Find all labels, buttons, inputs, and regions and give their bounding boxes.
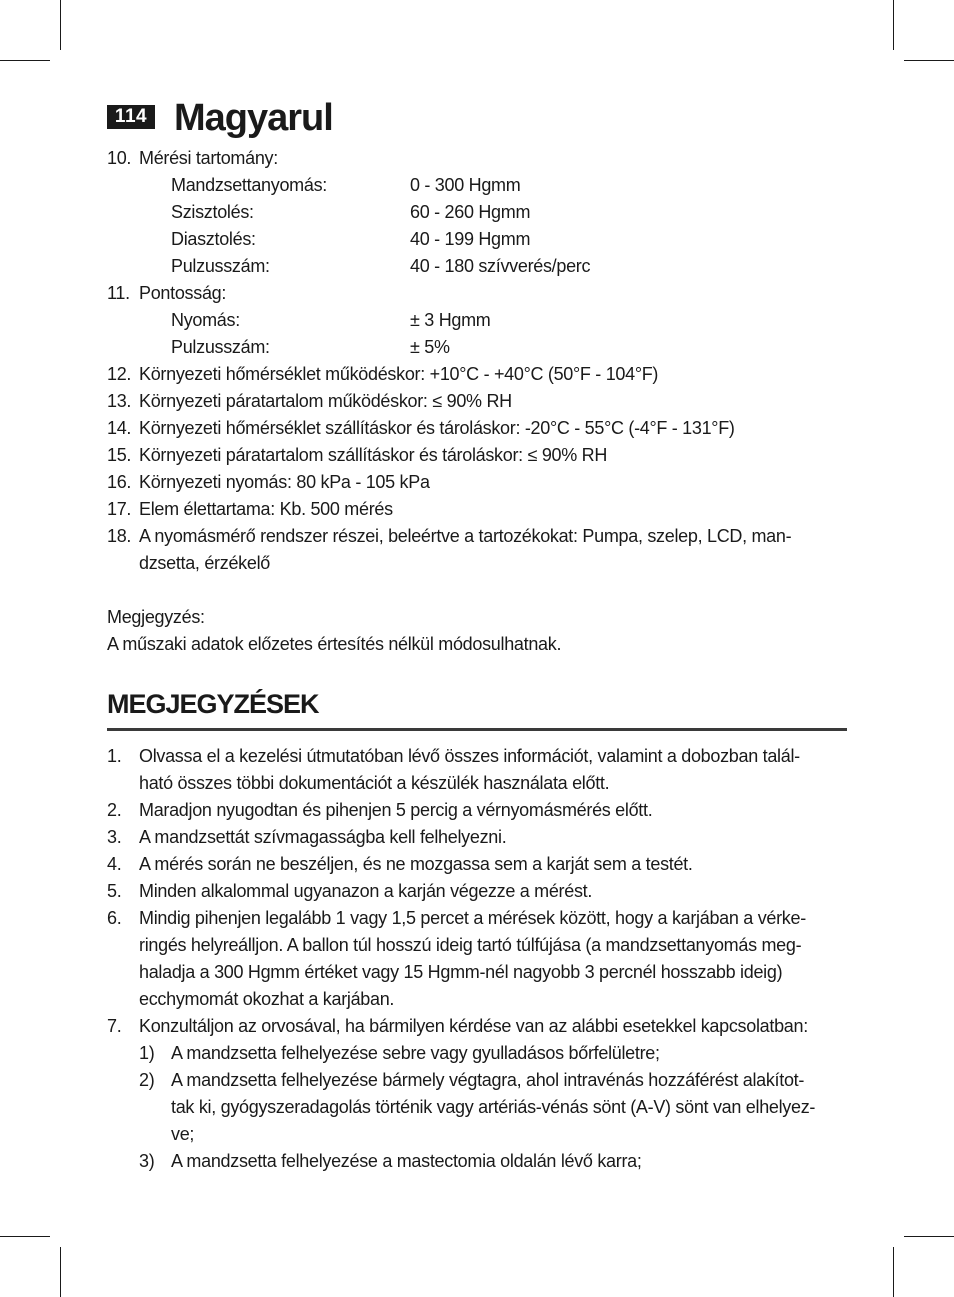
list-item-number: 1) (139, 1043, 155, 1063)
list-item-number: 15. (107, 445, 132, 465)
list-item-text: A mandzsetta felhelyezése sebre vagy gyulladásos bőrfelületre; (171, 1043, 660, 1063)
list-item (107, 824, 847, 851)
list-item (107, 797, 847, 824)
list-item-number: 6. (107, 908, 122, 928)
list-item (107, 469, 847, 496)
spec-value: 0 - 300 Hgmm (410, 175, 521, 195)
spec-row (107, 172, 847, 199)
list-item-number: 10. (107, 148, 132, 168)
list-item-number: 7. (107, 1016, 122, 1036)
list-item-number: 13. (107, 391, 132, 411)
list-item (107, 851, 847, 878)
spec-key: Diasztolés: (171, 229, 256, 249)
list-item-text: Maradjon nyugodtan és pihenjen 5 percig a vérnyomásmérés előtt. (139, 800, 653, 820)
crop-mark (0, 60, 50, 61)
list-item-text: Környezeti hőmérséklet működéskor: +10°C - +40°C (50°F - 104°F) (139, 364, 659, 384)
list-item-text: Mérési tartomány: (139, 148, 278, 168)
crop-mark (60, 0, 61, 50)
list-item-number: 2) (139, 1070, 155, 1090)
list-item-text: Környezeti hőmérséklet szállításkor és tároláskor: -20°C - 55°C (-4°F - 131°F) (139, 418, 735, 438)
list-item-text: Környezeti nyomás: 80 kPa - 105 kPa (139, 472, 430, 492)
crop-mark (904, 60, 954, 61)
note-text: A műszaki adatok előzetes értesítés nélkül módosulhatnak. (107, 634, 562, 654)
list-item-number: 16. (107, 472, 132, 492)
list-item (107, 442, 847, 469)
spec-row (107, 307, 847, 334)
list-item (107, 280, 847, 307)
list-item-text: Konzultáljon az orvosával, ha bármilyen kérdése van az alábbi esetekkel kapcsolatban: (139, 1016, 808, 1036)
list-item-number: 1. (107, 746, 122, 766)
document-body (107, 145, 847, 1175)
note-label: Megjegyzés: (107, 607, 205, 627)
spec-key: Mandzsettanyomás: (171, 175, 327, 195)
list-item-number: 11. (107, 283, 130, 303)
notes-list (107, 743, 847, 1175)
list-item-text: A mandzsettát szívmagasságba kell felhelyezni. (139, 827, 507, 847)
list-item-number: 2. (107, 800, 122, 820)
crop-mark (904, 1236, 954, 1237)
list-item (107, 1148, 847, 1175)
list-item-text: Elem élettartama: Kb. 500 mérés (139, 499, 393, 519)
spec-value: 40 - 180 szívverés/perc (410, 256, 591, 276)
list-item-number: 3. (107, 827, 122, 847)
list-item-text: Környezeti páratartalom működéskor: ≤ 90% RH (139, 391, 512, 411)
list-item-text: A mérés során ne beszéljen, és ne mozgassa sem a karját sem a testét. (139, 854, 693, 874)
list-item-number: 17. (107, 499, 132, 519)
crop-mark (0, 1236, 50, 1237)
spec-value: ± 5% (410, 337, 450, 357)
crop-mark (893, 0, 894, 50)
section-heading: MEGJEGYZÉSEK (107, 686, 847, 731)
spec-row (107, 334, 847, 361)
crop-mark (60, 1247, 61, 1297)
list-item-text: Minden alkalommal ugyanazon a karján végezze a mérést. (139, 881, 593, 901)
list-item-number: 5. (107, 881, 122, 901)
spec-value: ± 3 Hgmm (410, 310, 491, 330)
list-item (107, 1040, 847, 1067)
list-item-number: 4. (107, 854, 122, 874)
spec-value: 40 - 199 Hgmm (410, 229, 531, 249)
page-title: Magyarul (174, 97, 333, 139)
list-item-text: A mandzsetta felhelyezése a mastectomia oldalán lévő karra; (171, 1151, 642, 1171)
list-item (107, 1067, 847, 1148)
page-header (107, 96, 847, 140)
spec-key: Pulzusszám: (171, 256, 270, 276)
list-item (107, 1013, 847, 1040)
list-item (107, 743, 847, 797)
list-item (107, 878, 847, 905)
list-item (107, 415, 847, 442)
crop-mark (893, 1247, 894, 1297)
list-item-number: 18. (107, 526, 132, 546)
list-item-number: 12. (107, 364, 132, 384)
list-item (107, 523, 847, 577)
list-item-number: 3) (139, 1151, 155, 1171)
spec-value: 60 - 260 Hgmm (410, 202, 531, 222)
spec-row (107, 253, 847, 280)
list-item-text: Környezeti páratartalom szállításkor és tároláskor: ≤ 90% RH (139, 445, 608, 465)
list-item-text: A nyomásmérő rendszer részei, beleértve a tartozékokat: Pumpa, szelep, LCD, man- dzsetta, érzékelő (139, 526, 792, 573)
list-item (107, 388, 847, 415)
list-item (107, 145, 847, 172)
list-item-text: Mindig pihenjen legalább 1 vagy 1,5 percet a mérések között, hogy a karjában a vérke- ringés helyreálljon. A ballon túl hosszú ideig tartó túlfújása (a mandzsettanyomás meg- haladja a 300 Hgmm értéket vagy 15 Hgmm-nél nagyobb 3 percnél hosszabb ideig) ecchymomát okozhat a karjában. (139, 908, 806, 1009)
list-item-text: Pontosság: (139, 283, 227, 303)
list-item-text: Olvassa el a kezelési útmutatóban lévő összes információt, valamint a dobozban talál- ható összes többi dokumentációt a készülék használata előtt. (139, 746, 800, 793)
spec-key: Szisztolés: (171, 202, 254, 222)
spec-row (107, 199, 847, 226)
list-item (107, 361, 847, 388)
spec-key: Nyomás: (171, 310, 240, 330)
spec-row (107, 226, 847, 253)
list-item-number: 14. (107, 418, 132, 438)
page-number-badge: 114 (107, 105, 155, 129)
spec-list (107, 145, 847, 577)
list-item-text: A mandzsetta felhelyezése bármely végtagra, ahol intravénás hozzáférést alakítot- tak ki, gyógyszeradagolás történik vagy artériás-vénás sönt (A-V) sönt van elhelyez- ve; (171, 1070, 816, 1144)
spec-key: Pulzusszám: (171, 337, 270, 357)
list-item (107, 905, 847, 1013)
list-item (107, 496, 847, 523)
